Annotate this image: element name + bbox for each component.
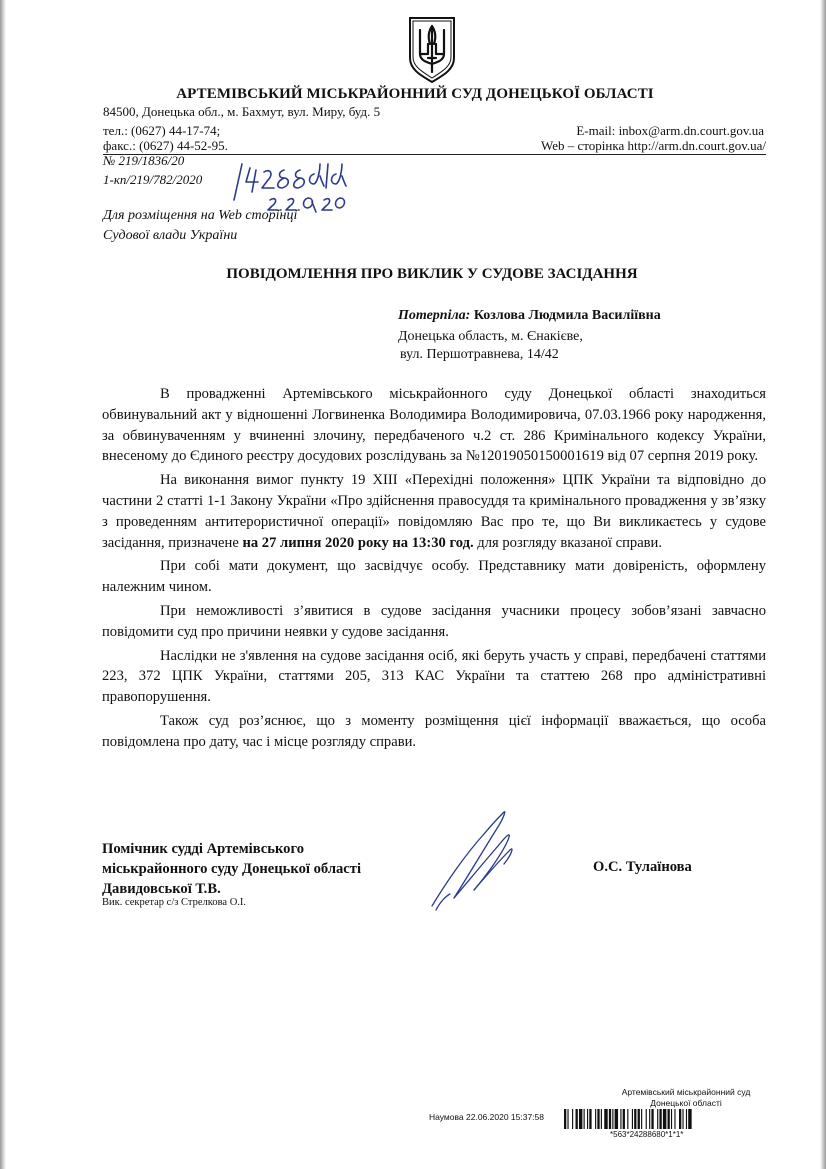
page-edge-right (820, 0, 826, 1169)
barcode-bar (597, 1109, 599, 1129)
barcode-bar (651, 1109, 653, 1129)
court-email: E-mail: inbox@arm.dn.court.gov.ua (576, 123, 764, 138)
barcode-bar (604, 1109, 607, 1129)
barcode-bar (584, 1109, 585, 1129)
case-number: № 219/1836/20 (103, 153, 185, 168)
handwritten-signature (424, 806, 534, 916)
paragraph-6: Також суд роз’яснює, що з моменту розміщення цієї інформації вважається, що особа повідомлена про дату, час і місце розгляду справи. (102, 712, 766, 750)
barcode-bar (620, 1109, 621, 1129)
court-address: 84500, Донецька обл., м. Бахмут, вул. Миру, буд. 5 (103, 104, 381, 119)
coat-of-arms-icon (406, 14, 458, 84)
barcode-bar (576, 1109, 578, 1129)
barcode-bar (679, 1109, 681, 1129)
signer-name: О.С. Тулаїнова (593, 859, 692, 875)
secretary-note: Вик. секретар с/з Стрелкова О.І. (102, 897, 247, 908)
paragraph-2-start: На виконання вимог пункту 19 XIII «Перехідні положення» ЦПК України та відповідно до частини 2 статті 1-1 Закону України «Про здійснення правосуддя та кримінального провадження у зв’язку з проведенням антитерористичної операції» повідомляю Вас про те, що Ви викликаєтесь у судове засідання, призначене (102, 472, 766, 551)
signatory-line-2: міськрайонного суду Донецької області (102, 861, 362, 877)
barcode-bar (587, 1109, 588, 1129)
document-title: ПОВІДОМЛЕННЯ ПРО ВИКЛИК У СУДОВЕ ЗАСІДАННЯ (226, 266, 638, 282)
barcode-bar (674, 1109, 675, 1129)
barcode-bar (682, 1109, 683, 1129)
barcode-bar (688, 1109, 691, 1129)
paragraph-5: Наслідки не з'явлення на судове засідання осіб, які беруть участь у справі, передбачені статтями 223, 372 ЦПК України, статтями 205, 313 КАС України та статтею 268 про адміністративні правопорушення. (102, 647, 766, 706)
barcode-bar (615, 1109, 618, 1129)
barcode-bar (659, 1109, 661, 1129)
barcode-bar (663, 1109, 666, 1129)
court-website: Web – сторінка http://arm.dn.court.gov.ua/ (540, 138, 766, 153)
page-edge-left (0, 0, 6, 1169)
registry-stamp-operator: Наумова 22.06.2020 15:37:58 (429, 1112, 544, 1122)
recipient-address-line-1: Донецька область, м. Єнакієве, (398, 329, 583, 344)
destination-line-1: Для розміщення на Web сторінці (103, 208, 298, 223)
header-divider (103, 154, 766, 155)
registry-stamp-court (606, 1087, 766, 1109)
barcode-bar (638, 1109, 640, 1129)
recipient-name: Козлова Людмила Василіївна (473, 308, 661, 323)
barcode-bar (609, 1109, 611, 1129)
barcode-bar (686, 1109, 687, 1129)
recipient-label: Потерпіла: (398, 308, 471, 323)
barcode-bar (641, 1109, 642, 1129)
court-phone: тел.: (0627) 44-17-74; (103, 123, 221, 138)
destination-line-2: Судової влади України (103, 228, 238, 243)
signatory-line-1: Помічник судді Артемівського (102, 841, 305, 857)
recipient-address-line-2: вул. Першотравнева, 14/42 (400, 347, 559, 362)
paragraph-4: При неможливості з’явитися в судове засідання учасники процесу зобов’язані завчасно повідомити суд про причини неявки у судове засідання. (102, 602, 766, 640)
barcode-bar (579, 1109, 582, 1129)
destination (103, 206, 297, 246)
court-fax: факс.: (0627) 44-52-95. (103, 138, 228, 153)
barcode-bar (623, 1109, 625, 1129)
barcode-bar (649, 1109, 650, 1129)
barcode-bar (634, 1109, 636, 1129)
barcode-bar (627, 1109, 628, 1129)
barcode-bar (595, 1109, 596, 1129)
barcode-bar (564, 1109, 566, 1129)
barcode-bar (601, 1109, 602, 1129)
barcode-bar (657, 1109, 658, 1129)
proceeding-number: 1-кп/219/782/2020 (103, 172, 203, 187)
barcode-icon (564, 1109, 769, 1129)
stamp-court-line-1: Артемівський міськрайонний суд (621, 1087, 751, 1097)
barcode-bar (671, 1109, 672, 1129)
barcode-bar (572, 1109, 573, 1129)
stamp-court-line-2: Донецької області (650, 1098, 722, 1108)
paragraph-2-end: для розгляду вказаної справи. (477, 534, 663, 551)
barcode-bar (646, 1109, 647, 1129)
barcode-bar (612, 1109, 613, 1129)
barcode-bar (567, 1109, 568, 1129)
barcode-bar (632, 1109, 633, 1129)
paragraph-2 (102, 470, 766, 553)
signatory-line-3: Давидовської Т.В. (102, 881, 221, 897)
paragraph-3: При собі мати документ, що засвідчує особу. Представнику мати довіреність, оформлену належним чином. (102, 558, 766, 596)
barcode-bar (589, 1109, 591, 1129)
notice-body (102, 384, 766, 756)
barcode-bar (668, 1109, 670, 1129)
court-name: АРТЕМІВСЬКИЙ МІСЬКРАЙОННИЙ СУД ДОНЕЦЬКОЇ ОБЛАСТІ (176, 86, 654, 102)
recipient (398, 306, 661, 326)
hearing-datetime: на 27 липня 2020 року на 13:30 год. (242, 534, 474, 551)
signatory-position (102, 839, 442, 899)
barcode-number: *563*24288680*1*1* (610, 1130, 684, 1139)
paragraph-1: В провадженні Артемівського міськрайонного суду Донецької області знаходиться обвинувальний акт у відношенні Логвиненка Володимира Володимировича, 07.03.1966 року народження, за обвинуваченням у вчиненні злочину, передбаченого ч.2 ст. 286 Кримінального кодексу України, внесеному до Єдиного реєстру досудових розслідувань за №12019050150001619 від 07 серпня 2019 року. (102, 386, 766, 465)
